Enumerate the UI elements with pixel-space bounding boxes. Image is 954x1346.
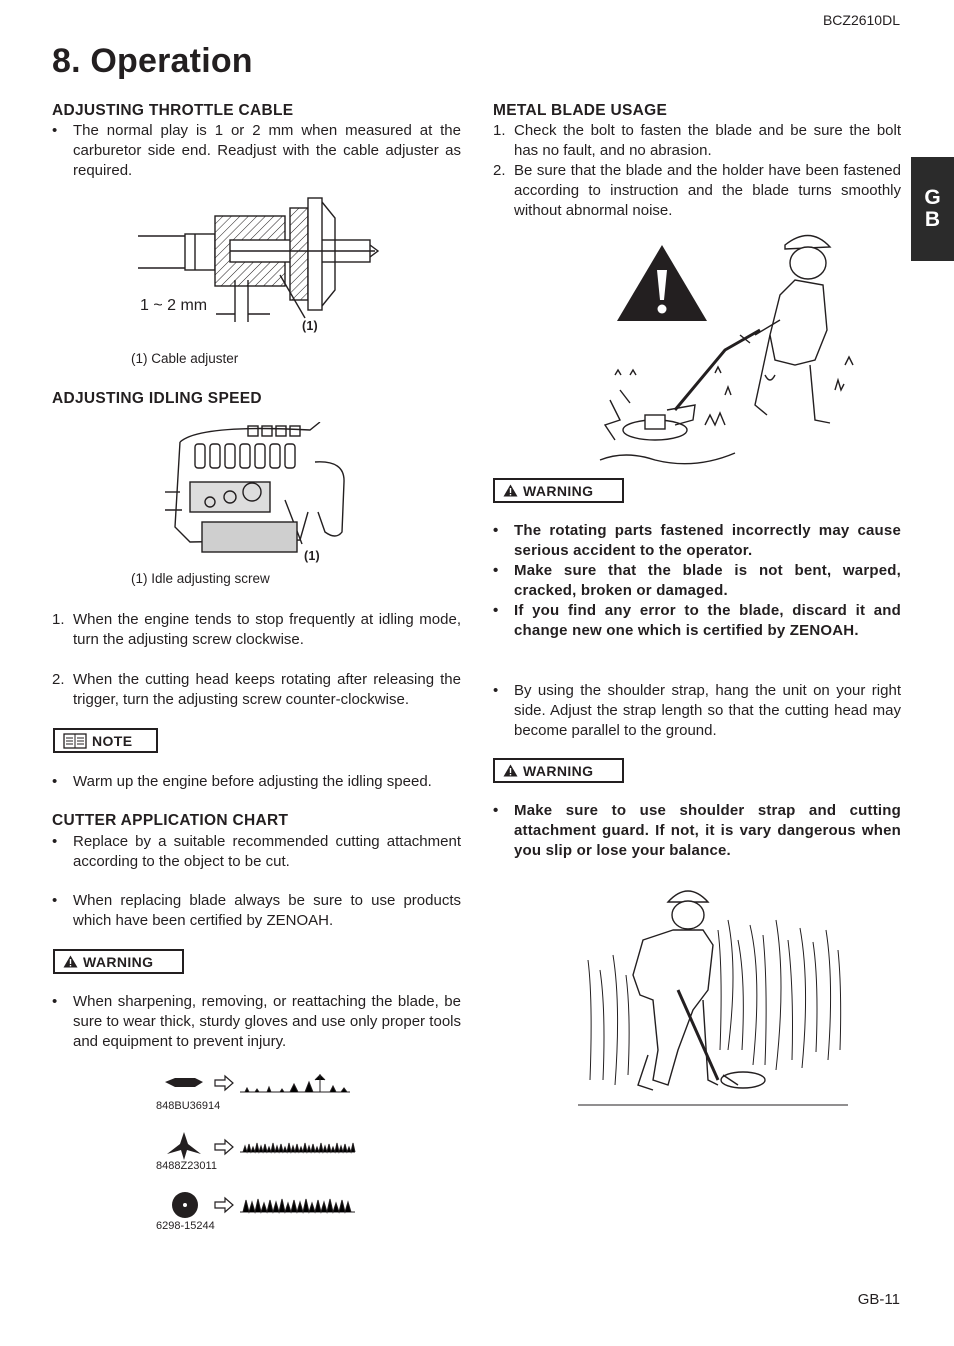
warning1-bullet-1-text: The rotating parts fastened incorrectly may cause serious accident to the operator. — [514, 522, 901, 559]
warning1-bullet-2-text: Make sure that the blade is not bent, warped, cracked, broken or damaged. — [514, 562, 901, 599]
metal-step-2 — [493, 161, 901, 221]
chart-bullet-1-text: Replace by a suitable recommended cutting attachment according to the object to be cut. — [73, 833, 461, 870]
part-number-1: 848BU36914 — [156, 1100, 221, 1112]
step-number: 1. — [493, 122, 506, 139]
bullet-mark: • — [493, 602, 499, 619]
saw-blade-icon — [172, 1192, 198, 1218]
operator-drawing — [633, 891, 765, 1090]
idling-step-1 — [52, 610, 461, 650]
warning-triangle-icon — [63, 955, 78, 968]
danger-sign-icon — [617, 245, 707, 321]
idling-heading: ADJUSTING IDLING SPEED — [52, 390, 262, 407]
chart-heading: CUTTER APPLICATION CHART — [52, 812, 289, 829]
part-number-2: 8488Z23011 — [156, 1160, 217, 1172]
warning1-bullet-2 — [493, 561, 901, 601]
three-tooth-row — [155, 1130, 360, 1162]
chart-bullet-1 — [52, 832, 461, 872]
strap-bullet — [493, 681, 901, 741]
throttle-bullet-text: The normal play is 1 or 2 mm when measured at the carburetor side end. Readjust with the cable adjuster as required. — [73, 122, 461, 179]
metal-heading: METAL BLADE USAGE — [493, 102, 668, 119]
language-tab-letter-2: B — [924, 208, 941, 231]
page-number: GB-11 — [857, 1291, 900, 1308]
nylon-head-row — [155, 1070, 360, 1098]
chart-bullet-2-text: When replacing blade always be sure to use products which have been certified by ZENOAH. — [73, 892, 461, 929]
bullet-mark: • — [493, 522, 499, 539]
model-number: BCZ2610DL — [822, 12, 900, 28]
throttle-cable-figure — [130, 190, 390, 340]
warning-label-text: WARNING — [523, 762, 594, 779]
arrow-icon — [215, 1198, 233, 1212]
chart-bullet-2 — [52, 891, 461, 931]
bullet-mark: • — [493, 562, 499, 579]
idling-caption: (1) Idle adjusting screw — [131, 571, 270, 586]
strap-bullet-text: By using the shoulder strap, hang the unit on your right side. Adjust the strap length so that the cutting head may become parallel to the ground. — [514, 682, 901, 739]
bullet-mark: • — [52, 773, 58, 790]
saw-blade-row — [155, 1190, 360, 1222]
warning-triangle-icon — [503, 764, 518, 777]
grass-icon — [240, 1143, 355, 1152]
bullet-mark: • — [493, 682, 499, 699]
note-bullet-text: Warm up the engine before adjusting the idling speed. — [73, 773, 432, 790]
bullet-mark: • — [493, 802, 499, 819]
idling-step-2 — [52, 670, 461, 710]
warning1-bullet-3-text: If you find any error to the blade, discard it and change new one which is certified by ZENOAH. — [514, 602, 901, 639]
blade-kickback-illustration — [595, 225, 870, 470]
step-number: 1. — [52, 611, 65, 628]
throttle-heading: ADJUSTING THROTTLE CABLE — [52, 102, 294, 119]
metal-step-2-text: Be sure that the blade and the holder have been fastened according to instruction and the blade turns smoothly without abnormal noise. — [514, 162, 901, 219]
metal-step-1 — [493, 121, 901, 161]
bullet-mark: • — [52, 833, 58, 850]
carburetor-figure — [160, 422, 350, 557]
brush-icon — [240, 1199, 355, 1212]
operator-drawing — [675, 235, 830, 423]
nylon-head-icon — [165, 1078, 203, 1087]
weeds-icon — [240, 1074, 350, 1092]
part-number-3: 6298-15244 — [156, 1220, 215, 1232]
warning1-bullet-3 — [493, 601, 901, 641]
cutting-head-drawing — [600, 357, 853, 464]
warning2-bullet — [493, 801, 901, 861]
three-tooth-blade-icon — [167, 1132, 201, 1160]
bullet-mark: • — [52, 993, 58, 1010]
bullet-mark: • — [52, 892, 58, 909]
warning-label-left — [53, 949, 184, 974]
warning-triangle-icon — [503, 484, 518, 497]
warning2-bullet-text: Make sure to use shoulder strap and cutting attachment guard. If not, it is vary dangerous when you slip or lose your balance. — [514, 802, 901, 859]
warning1-bullet-1 — [493, 521, 901, 561]
note-label — [53, 728, 158, 753]
warning-label-right-2 — [493, 758, 624, 783]
throttle-caption: (1) Cable adjuster — [131, 351, 239, 366]
throttle-callout: (1) — [302, 319, 318, 333]
page-title: 8. Operation — [52, 42, 253, 80]
step-number: 2. — [493, 162, 506, 179]
language-tab-letter-1: G — [924, 186, 941, 209]
arrow-icon — [215, 1076, 233, 1090]
dimension-label: 1 ~ 2 mm — [140, 297, 208, 314]
language-tab — [911, 157, 954, 261]
note-label-text: NOTE — [92, 732, 133, 749]
note-book-icon — [63, 733, 87, 749]
idling-callout: (1) — [304, 549, 320, 563]
shoulder-strap-illustration — [578, 880, 848, 1108]
bullet-mark: • — [52, 122, 58, 139]
idling-step-1-text: When the engine tends to stop frequently at idling mode, turn the adjusting screw clockwise. — [73, 611, 461, 648]
warning-bullet-left-text: When sharpening, removing, or reattaching the blade, be sure to wear thick, sturdy gloves and use only proper tools and equipment to prevent injury. — [73, 993, 461, 1050]
warning-label-right-1 — [493, 478, 624, 503]
idling-step-2-text: When the cutting head keeps rotating after releasing the trigger, turn the adjusting screw counter-clockwise. — [73, 671, 461, 708]
throttle-bullet — [52, 121, 461, 181]
warning-label-text: WARNING — [83, 953, 154, 970]
warning-label-text: WARNING — [523, 482, 594, 499]
metal-step-1-text: Check the bolt to fasten the blade and be sure the bolt has no fault, and no abrasion. — [514, 122, 901, 159]
warning-bullet-left — [52, 992, 461, 1052]
arrow-icon — [215, 1140, 233, 1154]
note-bullet — [52, 772, 461, 792]
step-number: 2. — [52, 671, 65, 688]
